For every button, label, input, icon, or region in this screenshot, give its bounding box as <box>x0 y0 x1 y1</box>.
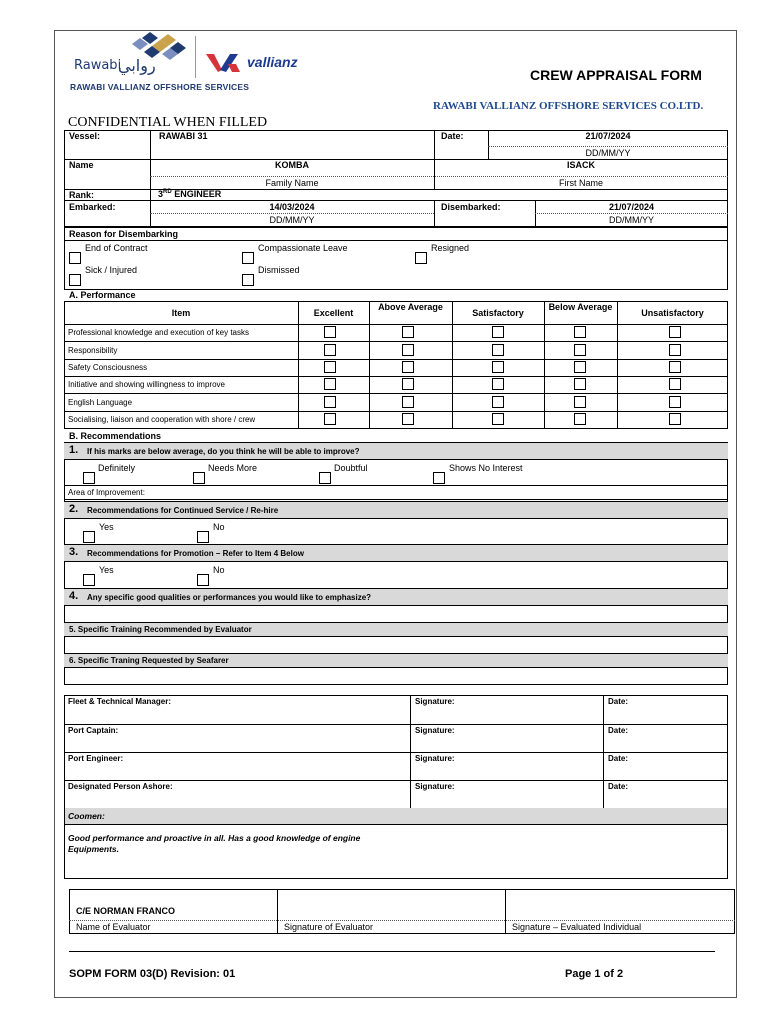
col-above-average: Above Average <box>378 302 443 312</box>
reason-end-of-contract-label: End of Contract <box>85 243 148 253</box>
col-unsatisfactory: Unsatisfactory <box>641 308 704 318</box>
form-reference: SOPM FORM 03(D) Revision: 01 <box>69 968 236 980</box>
performance-rating-checkbox[interactable] <box>669 344 681 356</box>
performance-rating-checkbox[interactable] <box>324 396 336 408</box>
form-title: CREW APPRAISAL FORM <box>530 67 702 83</box>
date-label: Date: <box>608 726 629 735</box>
q2-yes-label: Yes <box>99 522 114 532</box>
evaluated-signature-caption: Signature – Evaluated Individual <box>512 922 642 932</box>
performance-rating-checkbox[interactable] <box>324 413 336 425</box>
q2-no-checkbox[interactable] <box>197 531 209 543</box>
footer-rule <box>69 951 715 952</box>
performance-rating-checkbox[interactable] <box>669 361 681 373</box>
performance-rating-checkbox[interactable] <box>402 378 414 390</box>
reason-sick-label: Sick / Injured <box>85 265 138 275</box>
embarked-value[interactable]: 14/03/2024 <box>269 202 315 212</box>
perf-row-label: Responsibility <box>68 346 118 355</box>
evaluator-name[interactable]: C/E NORMAN FRANCO <box>76 906 175 916</box>
performance-rating-checkbox[interactable] <box>669 326 681 338</box>
performance-rating-checkbox[interactable] <box>669 413 681 425</box>
q1-doubtful-label: Doubtful <box>334 463 368 473</box>
q2-no-label: No <box>213 522 225 532</box>
perf-row-label: English Language <box>68 398 133 407</box>
first-name-caption: First Name <box>558 178 603 188</box>
role-fleet-manager: Fleet & Technical Manager: <box>68 697 171 706</box>
performance-rating-checkbox[interactable] <box>574 378 586 390</box>
recommendations-section <box>64 442 728 685</box>
signature-label: Signature: <box>415 697 455 706</box>
family-name-value[interactable]: KOMBA <box>275 160 309 170</box>
reason-dismissed-checkbox[interactable] <box>242 274 254 286</box>
embarked-label: Embarked: <box>69 202 116 212</box>
signature-label: Signature: <box>415 726 455 735</box>
rawabi-name: Rawabi <box>74 58 122 73</box>
reason-compassionate-checkbox[interactable] <box>242 252 254 264</box>
area-of-improvement-label: Area of Improvement: <box>68 488 145 497</box>
performance-rating-checkbox[interactable] <box>492 326 504 338</box>
performance-rating-checkbox[interactable] <box>402 396 414 408</box>
performance-rating-checkbox[interactable] <box>492 413 504 425</box>
confidential-notice: CONFIDENTIAL WHEN FILLED <box>68 115 268 130</box>
q1-definitely-label: Definitely <box>98 463 136 473</box>
vessel-label: Vessel: <box>69 131 101 141</box>
reason-heading: Reason for Disembarking <box>69 229 179 239</box>
date-label: Date: <box>608 782 629 791</box>
q1-needs-more-label: Needs More <box>208 463 258 473</box>
role-port-engineer: Port Engineer: <box>68 754 124 763</box>
embarked-format: DD/MM/YY <box>269 215 315 225</box>
q1-needs-more-checkbox[interactable] <box>193 472 205 484</box>
perf-row-label: Socialising, liaison and cooperation with shore / crew <box>68 415 256 424</box>
performance-rating-checkbox[interactable] <box>402 344 414 356</box>
q3-no-label: No <box>213 565 225 575</box>
performance-rating-checkbox[interactable] <box>492 378 504 390</box>
q1-definitely-checkbox[interactable] <box>83 472 95 484</box>
performance-rating-checkbox[interactable] <box>324 326 336 338</box>
comment-text-line-2[interactable]: Equipments. <box>68 844 120 854</box>
q1-no-interest-label: Shows No Interest <box>449 463 523 473</box>
performance-heading: A. Performance <box>69 290 136 300</box>
performance-rating-checkbox[interactable] <box>324 378 336 390</box>
performance-table <box>64 301 728 429</box>
reason-dismissed-label: Dismissed <box>258 265 300 275</box>
disembarked-format: DD/MM/YY <box>609 215 654 225</box>
q4-number: 4. <box>69 590 79 602</box>
q3-no-checkbox[interactable] <box>197 574 209 586</box>
role-port-captain: Port Captain: <box>68 726 119 735</box>
date-label: Date: <box>608 754 629 763</box>
performance-rating-checkbox[interactable] <box>402 361 414 373</box>
reason-resigned-checkbox[interactable] <box>415 252 427 264</box>
performance-rating-checkbox[interactable] <box>402 413 414 425</box>
logo-divider <box>195 36 196 78</box>
q2-text: Recommendations for Continued Service / Re-hire <box>87 506 279 515</box>
name-label: Name <box>69 160 94 170</box>
q3-text: Recommendations for Promotion – Refer to Item 4 Below <box>87 549 304 558</box>
disembarked-value[interactable]: 21/07/2024 <box>608 202 655 212</box>
vallianz-logo-icon <box>206 52 246 74</box>
q3-yes-label: Yes <box>99 565 114 575</box>
date-label: Date: <box>608 697 629 706</box>
performance-rating-checkbox[interactable] <box>574 326 586 338</box>
q1-number: 1. <box>69 444 79 456</box>
page-number: Page 1 of 2 <box>565 968 624 980</box>
q3-yes-checkbox[interactable] <box>83 574 95 586</box>
comment-text-line-1[interactable]: Good performance and proactive in all. Has a good knowledge of engine <box>68 833 361 843</box>
reason-sick-checkbox[interactable] <box>69 274 81 286</box>
rank-label: Rank: <box>69 190 95 200</box>
performance-rating-checkbox[interactable] <box>492 396 504 408</box>
perf-row-label: Professional knowledge and execution of key tasks <box>68 328 249 337</box>
performance-rating-checkbox[interactable] <box>492 361 504 373</box>
col-below-average: Below Average <box>548 302 613 312</box>
date-format: DD/MM/YY <box>585 148 631 158</box>
date-label: Date: <box>441 131 464 141</box>
evaluator-signature-caption: Signature of Evaluator <box>284 922 374 932</box>
col-satisfactory: Satisfactory <box>472 308 524 318</box>
perf-row-label: Safety Consciousness <box>68 363 148 372</box>
q3-number: 3. <box>69 546 79 558</box>
date-value[interactable]: 21/07/2024 <box>585 131 631 141</box>
family-name-caption: Family Name <box>265 178 319 188</box>
rawabi-arabic-name: روابي <box>118 56 156 75</box>
performance-rating-checkbox[interactable] <box>574 396 586 408</box>
company-name: RAWABI VALLIANZ OFFSHORE SERVICES CO.LTD. <box>433 100 704 112</box>
performance-rating-checkbox[interactable] <box>402 326 414 338</box>
performance-rating-checkbox[interactable] <box>669 378 681 390</box>
performance-rating-checkbox[interactable] <box>574 361 586 373</box>
q6-text: 6. Specific Traning Requested by Seafarer <box>69 656 229 665</box>
rawabi-subtitle: RAWABI VALLIANZ OFFSHORE SERVICES <box>70 82 250 92</box>
reason-compassionate-label: Compassionate Leave <box>258 243 348 253</box>
perf-row-label: Initiative and showing willingness to improve <box>68 380 225 389</box>
q1-text: If his marks are below average, do you think he will be able to improve? <box>87 447 360 456</box>
reason-resigned-label: Resigned <box>431 243 470 253</box>
first-name-value[interactable]: ISACK <box>566 160 595 170</box>
performance-rating-checkbox[interactable] <box>574 413 586 425</box>
q1-no-interest-checkbox[interactable] <box>433 472 445 484</box>
comment-label: Coomen: <box>68 811 105 821</box>
col-excellent: Excellent <box>313 308 354 318</box>
signature-label: Signature: <box>415 754 455 763</box>
reason-end-of-contract-checkbox[interactable] <box>69 252 81 264</box>
recommendations-heading: B. Recommendations <box>69 431 162 441</box>
vallianz-name: vallianz <box>247 54 298 70</box>
performance-rating-checkbox[interactable] <box>574 344 586 356</box>
q4-text: Any specific good qualities or performances you would like to emphasize? <box>87 593 372 602</box>
comment-header <box>65 808 727 824</box>
evaluator-name-caption: Name of Evaluator <box>76 922 151 932</box>
performance-rating-checkbox[interactable] <box>669 396 681 408</box>
rank-value[interactable]: 3RD ENGINEER <box>158 189 222 199</box>
performance-rating-checkbox[interactable] <box>324 344 336 356</box>
performance-rating-checkbox[interactable] <box>324 361 336 373</box>
disembarked-label: Disembarked: <box>441 202 501 212</box>
q2-yes-checkbox[interactable] <box>83 531 95 543</box>
col-item: Item <box>171 308 191 318</box>
q5-text: 5. Specific Training Recommended by Evaluator <box>69 625 252 634</box>
performance-rating-checkbox[interactable] <box>492 344 504 356</box>
q1-doubtful-checkbox[interactable] <box>319 472 331 484</box>
role-dpa: Designated Person Ashore: <box>68 782 173 791</box>
vessel-value[interactable]: RAWABI 31 <box>159 131 208 141</box>
signature-label: Signature: <box>415 782 455 791</box>
q2-number: 2. <box>69 503 79 515</box>
